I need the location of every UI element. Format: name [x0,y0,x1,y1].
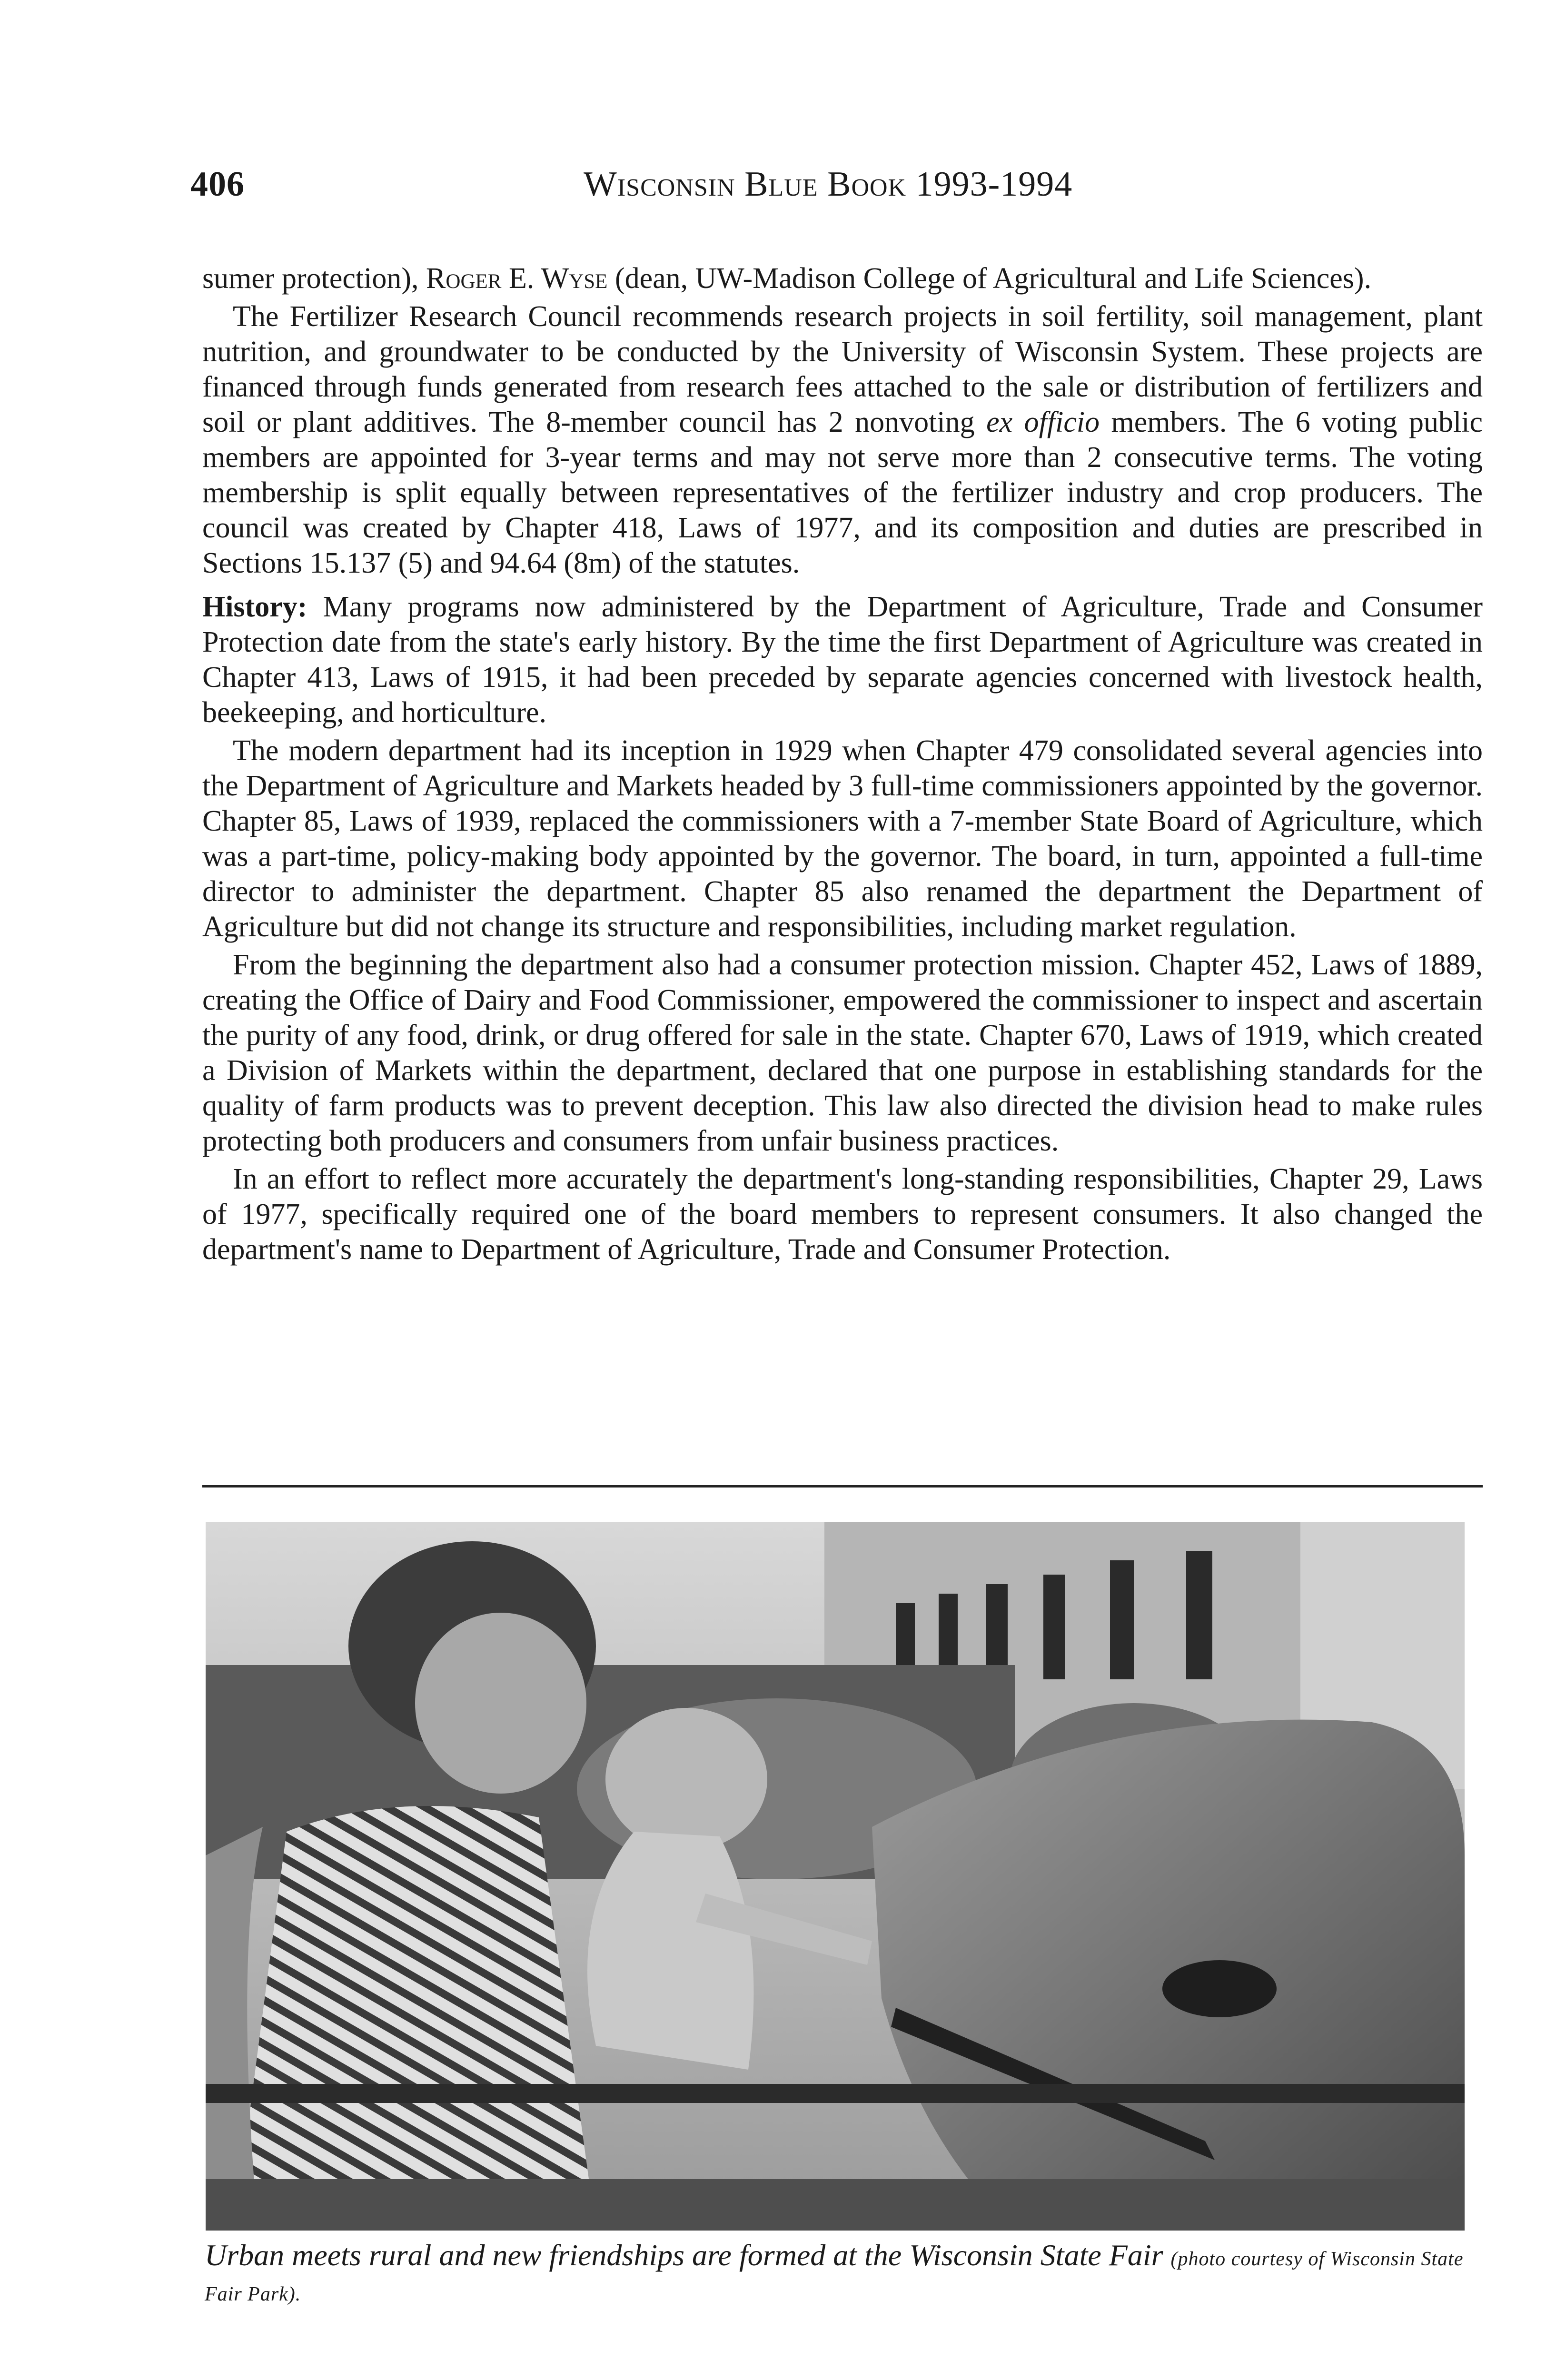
paragraph-name-change: In an effort to reflect more accurately the department's long-standing responsibilities, Chapter 29, Laws of 1977, specifically required one of the board members to represent consumers. It also changed the department's name to Department of Agriculture, Trade and Consumer Protection. [202,1163,1483,1266]
child-body [587,1832,753,2070]
paragraph-text: (dean, UW-Madison College of Agricultural and Life Sciences). [607,262,1372,295]
running-title: Wisconsin Blue Book 1993-1994 [584,165,1073,204]
woman-striped-top [234,1806,596,2231]
person-name: Roger E. Wyse [426,262,608,295]
section-lead: History: [202,591,307,623]
cow-head [872,1720,1465,2231]
paragraph-text: members. The 6 voting public members are appointed for 3-year terms and may not serve more than 2 consecutive terms. The voting membership is split equally between representatives of the fertilizer industry and crop producers. The council was created by Chapter 418, Laws of 1977, and its composition and duties are prescribed in Sections 15.137 (5) and 94.64 (8m) of the statutes. [202,406,1483,579]
child-head [605,1708,767,1851]
body-text [202,261,1483,1270]
photo-credit: (photo courtesy of Wisconsin State Fair Park). [205,2248,1464,2305]
fence-rail [206,2084,1465,2103]
paragraph-modern-department: The modern department had its inception in 1929 when Chapter 479 consolidated several agencies into the Department of Agriculture and Markets headed by 3 full-time commissioners appointed by the governor. Chapter 85, Laws of 1939, replaced the commissioners with a 7-member State Board of Agriculture, which was a part-time, policy-making body appointed by the governor. The board, in turn, appointed a full-time director to administer the department. Chapter 85 also renamed the department the Department of Agriculture but did not change its structure and responsibilities, including market regulation. [202,734,1483,943]
latin-term: ex officio [986,406,1100,438]
paragraph-text: The Fertilizer Research Council recommends research projects in soil fertility, soil management, plant nutrition, and groundwater to be conducted by the University of Wisconsin System. These projects are financed through funds generated from research fees attached to the sale or distribution of fertilizers and soil or plant additives. The 8-member council has 2 nonvoting [202,300,1483,438]
paragraph-history [202,589,1483,730]
cow-eye [1162,1960,1277,2017]
paragraph-consumer-protection: From the beginning the department also had a consumer protection mission. Chapter 452, Laws of 1889, creating the Office of Dairy and Food Commissioner, empowered the commissioner to inspect and ascertain the purity of any food, drink, or drug offered for sale in the state. Chapter 670, Laws of 1919, which created a Division of Markets within the department, declared that one purpose in establishing standards for the quality of farm products was to prevent deception. This law also directed the division head to make rules protecting both producers and consumers from unfair business practices. [202,949,1483,1157]
photo-illustration [206,1522,1465,2231]
paragraph-continuation [202,261,1483,296]
paragraph-fertilizer-council [202,299,1483,581]
page-number: 406 [190,165,245,204]
state-fair-photo [206,1522,1465,2231]
caption-text: Urban meets rural and new friendships are formed at the Wisconsin State Fair [205,2238,1163,2272]
running-header [190,164,1161,217]
section-divider [202,1485,1483,1488]
woman-face [415,1613,586,1794]
paragraph-text: sumer protection), [202,262,426,295]
photo-caption [205,2240,1490,2310]
paragraph-text: Many programs now administered by the Department of Agriculture, Trade and Consumer Protection date from the state's early history. By the time the first Department of Agriculture was created in Chapter 413, Laws of 1915, it had been preceded by separate agencies concerned with livestock health, beekeeping, and horticulture. [202,591,1483,729]
ground-shadow [206,2179,1465,2231]
